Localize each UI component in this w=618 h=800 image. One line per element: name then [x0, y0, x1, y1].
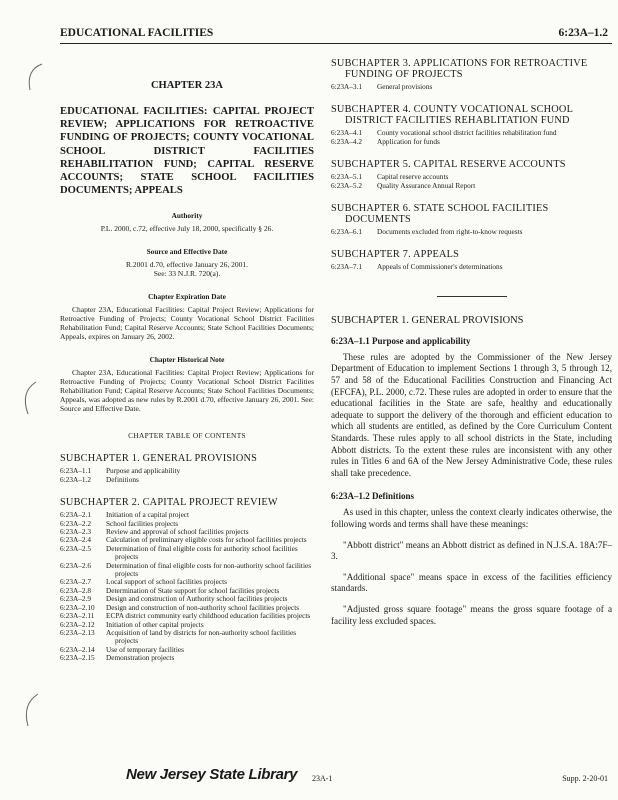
toc-entry-title: Use of temporary facilities	[106, 644, 185, 654]
toc-entry	[331, 182, 612, 190]
toc-entry-title: Determination of final eligible costs for authority school facilities projects	[106, 543, 298, 562]
toc-entry-number: 6:23A–6.1	[331, 227, 363, 237]
history-text: Chapter 23A, Educational Facilities: Capital Project Review; Applications for Retroactive Funding of Projects; County Vocational School District Facilities Rehabilitation Fund; Capital Reserve Accounts; State School Facilities Documents; Appeals, was adopted as new rules by R.2001 d.70, effective January 26, 2001. See: Source and Effective Date.	[60, 368, 314, 414]
toc-entry-number: 6:23A–2.6	[60, 560, 92, 570]
left-column	[60, 58, 314, 663]
toc-entry-number: 6:23A–4.1	[331, 128, 363, 138]
toc-entry	[331, 129, 612, 137]
page-number: 23A-1	[312, 774, 333, 783]
running-header	[60, 27, 612, 44]
toc-entry	[60, 646, 314, 654]
punch-hole-mark	[16, 380, 46, 420]
toc-entry-title: Design and construction of Authority school facilities projects	[106, 594, 288, 604]
chapter-name: EDUCATIONAL FACILITIES: CAPITAL PROJECT REVIEW; APPLICATIONS FOR RETROACTIVE FUNDING OF PROJECTS; COUNTY VOCATIONAL SCHOOL DISTRICT FACILITIES REHABILITATION FUND; CAPITAL RESERVE ACCOUNTS; STATE SCHOOL FACILITIES DOCUMENTS; APPEALS	[60, 106, 314, 197]
toc-entry-title: Determination of final eligible costs for non-authority school facilities projects	[106, 560, 312, 579]
section-divider	[437, 296, 507, 297]
toc-entry	[331, 83, 612, 91]
toc-entry-number: 6:23A–5.2	[331, 180, 363, 190]
toc-entry-title: Application for funds	[377, 136, 440, 146]
toc-entry-title: County vocational school district facilities rehabilitation fund	[377, 128, 557, 138]
subchapter-1-heading: SUBCHAPTER 1. GENERAL PROVISIONS	[331, 314, 524, 326]
toc-entry-title: General provisions	[377, 82, 433, 91]
toc-entry	[60, 476, 314, 484]
toc-list-1	[60, 467, 314, 484]
toc-list-5	[331, 173, 612, 190]
punch-hole-mark	[16, 690, 46, 730]
section-1-1-heading: 6:23A–1.1 Purpose and applicability	[331, 335, 471, 346]
toc-entry-title: Quality Assurance Annual Report	[377, 180, 476, 190]
toc-entry-title: Acquisition of land by districts for non-authority school facilities projects	[106, 627, 297, 646]
toc-entry-title: Documents excluded from right-to-know requests	[377, 227, 523, 237]
toc-entry-title: Capital reserve accounts	[377, 172, 449, 182]
toc-subchapter-3: SUBCHAPTER 3. APPLICATIONS FOR RETROACTIVE FUNDING OF PROJECTS	[331, 58, 588, 80]
source-line-2: See: 33 N.J.R. 720(a).	[153, 269, 221, 279]
toc-entry-number: 6:23A–2.15	[60, 653, 95, 663]
source-heading: Source and Effective Date	[146, 247, 228, 257]
toc-entry-title: Definitions	[106, 474, 139, 484]
toc-entry-title: Local support of school facilities projects	[106, 577, 227, 587]
definition-abbott-district: "Abbott district" means an Abbott district as defined in N.J.S.A. 18A:7F–3.	[331, 539, 612, 562]
toc-entry	[60, 467, 314, 475]
toc-entry	[60, 654, 314, 662]
toc-entry-number: 6:23A–1.2	[60, 474, 92, 484]
toc-entry-number: 6:23A–7.1	[331, 262, 363, 272]
toc-entry-number: 6:23A–2.7	[60, 577, 92, 587]
toc-entry-title: Demonstration projects	[106, 653, 175, 663]
section-1-1-text: These rules are adopted by the Commissioner of the New Jersey Department of Education to implement Sections 1 through 3, 5 through 12, 57 and 58 of the Educational Facilities Construction and Financing Act (EFCFA), P.L. 2000, c.72. These rules are adopted in order to ensure that the educational facilities in the State are safe, healthy and educationally adequate to support the delivery of the thorough and efficient education to which all students are entitled, as defined by the Core Curriculum Content Standards. These rules apply to all school districts in the State, including Abbott districts. To the extent these rules are inconsistent with any other rules in Titles 6 and 6A of the New Jersey Administrative Code, these rules shall take precedence.	[331, 351, 612, 478]
section-1-2-heading: 6:23A–1.2 Definitions	[331, 491, 414, 502]
toc-list-2	[60, 511, 314, 662]
toc-entry-title: Determination of State support for school facilities projects	[106, 585, 280, 595]
history-heading: Chapter Historical Note	[149, 355, 225, 365]
toc-entry-title: School facilities projects	[106, 518, 179, 528]
toc-entry	[331, 138, 612, 146]
toc-subchapter-2: SUBCHAPTER 2. CAPITAL PROJECT REVIEW	[60, 497, 278, 509]
toc-entry-title: ECPA district community early childhood education facilities projects	[106, 611, 311, 621]
definition-adjusted-gross-sf: "Adjusted gross square footage" means the gross square footage of a facility less excluded spaces.	[331, 603, 612, 626]
definition-additional-space: "Additional space" means space in excess of the facilities efficiency standards.	[331, 571, 612, 594]
header-section: 6:23A–1.2	[558, 27, 608, 39]
definitions-intro: As used in this chapter, unless the context clearly indicates otherwise, the following words and terms shall have these meanings:	[331, 507, 612, 529]
toc-heading: CHAPTER TABLE OF CONTENTS	[128, 431, 246, 441]
right-column	[331, 58, 612, 627]
toc-entry-number: 6:23A–1.1	[60, 466, 92, 476]
authority-heading: Authority	[171, 211, 203, 221]
toc-entry-number: 6:23A–2.1	[60, 510, 92, 520]
toc-list-7	[331, 263, 612, 271]
toc-entry-title: Calculation of preliminary eligible costs for school facilities projects	[106, 535, 307, 545]
chapter-title: CHAPTER 23A	[150, 80, 224, 91]
supplement-date: Supp. 2-20-01	[562, 774, 608, 783]
toc-entry-title: Purpose and applicability	[106, 466, 181, 476]
toc-entry-number: 6:23A–2.4	[60, 535, 92, 545]
toc-entry-number: 6:23A–5.1	[331, 172, 363, 182]
toc-entry	[60, 545, 314, 562]
toc-entry	[60, 629, 314, 646]
toc-entry-number: 6:23A–2.2	[60, 518, 92, 528]
toc-entry	[60, 562, 314, 579]
punch-hole-mark	[20, 60, 50, 100]
toc-entry-title: Initiation of a capital project	[106, 510, 190, 520]
toc-list-3	[331, 83, 612, 91]
toc-entry	[331, 228, 612, 236]
header-title: EDUCATIONAL FACILITIES	[60, 27, 214, 39]
toc-entry-number: 6:23A–2.5	[60, 543, 92, 553]
toc-entry-number: 6:23A–2.10	[60, 602, 95, 612]
toc-entry	[331, 263, 612, 271]
toc-entry-number: 6:23A–3.1	[331, 82, 363, 91]
toc-entry-number: 6:23A–2.8	[60, 585, 92, 595]
toc-entry-number: 6:23A–2.13	[60, 627, 95, 637]
toc-subchapter-7: SUBCHAPTER 7. APPEALS	[331, 249, 460, 261]
toc-entry-number: 6:23A–2.3	[60, 527, 92, 537]
expiration-text: Chapter 23A, Educational Facilities: Capital Project Review; Applications for Retroactive Funding of Projects; County Vocational School District Facilities Rehabilitation Fund; Capital Reserve Accounts; State School Facilities Documents; Appeals, expires on January 26, 2002.	[60, 305, 314, 342]
toc-entry-number: 6:23A–2.11	[60, 611, 95, 621]
expiration-heading: Chapter Expiration Date	[148, 292, 226, 302]
toc-entry-number: 6:23A–4.2	[331, 136, 363, 146]
toc-subchapter-5: SUBCHAPTER 5. CAPITAL RESERVE ACCOUNTS	[331, 159, 566, 171]
toc-entry-title: Design and construction of non-authority school facilities projects	[106, 602, 300, 612]
toc-list-4	[331, 129, 612, 146]
library-stamp: New Jersey State Library	[126, 766, 298, 783]
toc-entry-number: 6:23A–2.14	[60, 644, 95, 654]
toc-entry-title: Appeals of Commissioner's determinations	[377, 262, 503, 272]
toc-entry	[60, 511, 314, 519]
authority-text: P.L. 2000, c.72, effective July 18, 2000, specifically § 26.	[100, 224, 274, 234]
toc-entry-number: 6:23A–2.9	[60, 594, 92, 604]
page-footer	[60, 766, 612, 790]
toc-entry-title: Review and approval of school facilities projects	[106, 527, 249, 537]
toc-list-6	[331, 228, 612, 236]
toc-entry-title: Initiation of other capital projects	[106, 619, 204, 629]
toc-subchapter-6: SUBCHAPTER 6. STATE SCHOOL FACILITIES DOCUMENTS	[331, 203, 549, 226]
source-line-1: R.2001 d.70, effective January 26, 2001.	[126, 260, 248, 270]
toc-subchapter-4: SUBCHAPTER 4. COUNTY VOCATIONAL SCHOOL DISTRICT FACILITIES REHABLITATION FUND	[331, 104, 573, 127]
toc-entry-number: 6:23A–2.12	[60, 619, 95, 629]
toc-subchapter-1: SUBCHAPTER 1. GENERAL PROVISIONS	[60, 453, 258, 465]
